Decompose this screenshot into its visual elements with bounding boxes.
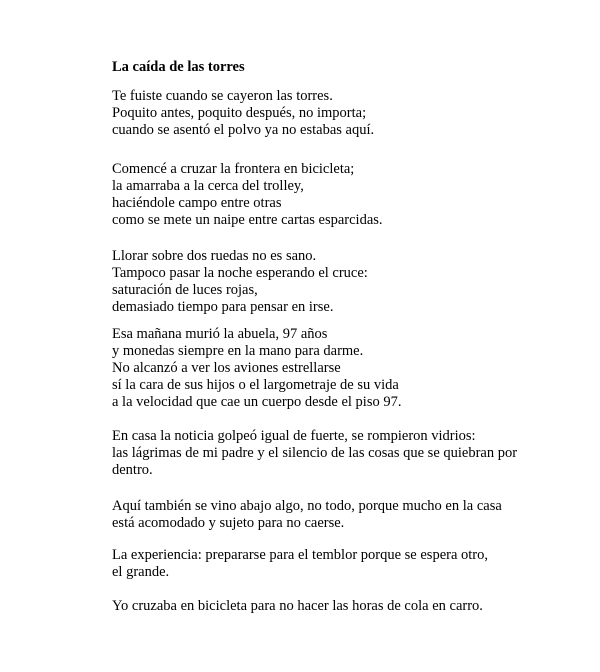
poem-line: y monedas siempre en la mano para darme. — [112, 343, 364, 359]
stanza — [112, 428, 540, 479]
poem-line: Llorar sobre dos ruedas no es sano. — [112, 248, 317, 264]
poem-line: Aquí también se vino abajo algo, no todo, porque mucho en la casa — [112, 498, 502, 514]
poem-line: las lágrimas de mi padre y el silencio de las cosas que se quiebran por — [112, 445, 518, 461]
poem-line: cuando se asentó el polvo ya no estabas aquí. — [112, 122, 375, 138]
poem-line: Te fuiste cuando se cayeron las torres. — [112, 88, 333, 104]
poem-line: como se mete un naipe entre cartas esparcidas. — [112, 212, 383, 228]
poem-body — [112, 88, 540, 615]
poem-line: Comencé a cruzar la frontera en bicicleta; — [112, 161, 355, 177]
poem-line: el grande. — [112, 564, 170, 580]
stanza — [112, 326, 540, 411]
stanza — [112, 88, 540, 139]
poem-line: saturación de luces rojas, — [112, 282, 258, 298]
poem-line: No alcanzó a ver los aviones estrellarse — [112, 360, 341, 376]
poem-line: demasiado tiempo para pensar en irse. — [112, 299, 334, 315]
stanza — [112, 598, 540, 615]
poem-line: sí la cara de sus hijos o el largometraje de su vida — [112, 377, 399, 393]
poem-line: a la velocidad que cae un cuerpo desde el piso 97. — [112, 394, 402, 410]
stanza — [112, 547, 540, 581]
poem-line: En casa la noticia golpeó igual de fuerte, se rompieron vidrios: — [112, 428, 476, 444]
poem-line: dentro. — [112, 462, 153, 478]
stanza — [112, 498, 540, 532]
poem-line: Tampoco pasar la noche esperando el cruce: — [112, 265, 368, 281]
poem-line: La experiencia: prepararse para el temblor porque se espera otro, — [112, 547, 489, 563]
poem-title: La caída de las torres — [112, 59, 245, 75]
stanza — [112, 248, 540, 316]
poem-line: Poquito antes, poquito después, no importa; — [112, 105, 367, 121]
poem-line: la amarraba a la cerca del trolley, — [112, 178, 304, 194]
poem-line: está acomodado y sujeto para no caerse. — [112, 515, 345, 531]
poem-line: Yo cruzaba en bicicleta para no hacer las horas de cola en carro. — [112, 598, 483, 614]
poem-line: haciéndole campo entre otras — [112, 195, 282, 211]
stanza — [112, 161, 540, 229]
poem-line: Esa mañana murió la abuela, 97 años — [112, 326, 328, 342]
